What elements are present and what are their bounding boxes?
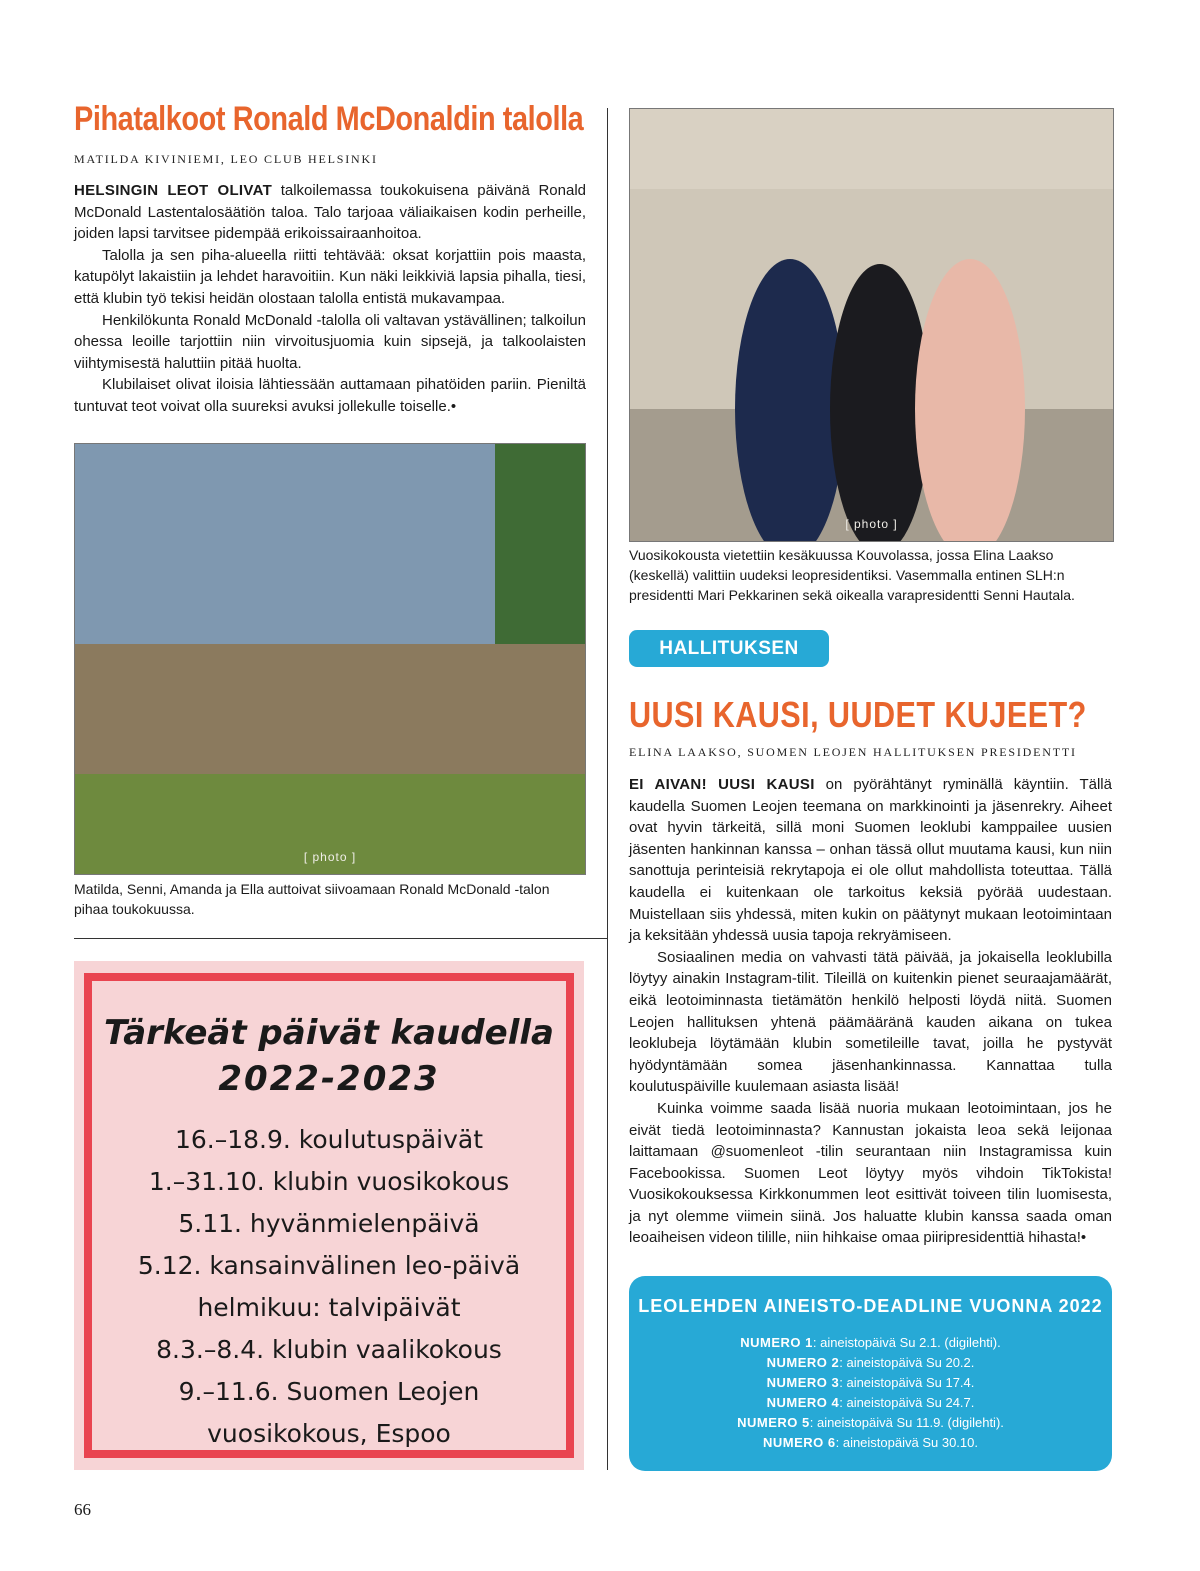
important-dates-box xyxy=(74,961,584,1470)
date-item: 5.12. kansainvälinen leo-päivä xyxy=(137,1251,521,1280)
deadline-title: LEOLEHDEN AINEISTO-DEADLINE VUONNA 2022 xyxy=(638,1296,1103,1316)
article1-paragraph: Henkilökunta Ronald McDonald -talolla oli valtavan ystävällinen; talkoilun ohessa leoille tarjottiin niin virvoitusjuomia kuin sipsejä, ja talkoolaisten viihtymisestä haluttiin pitää huolta. xyxy=(74,311,586,372)
date-item: 16.–18.9. koulutuspäivät xyxy=(174,1125,484,1154)
deadline-box xyxy=(629,1276,1112,1471)
article2-byline: ELINA LAAKSO, SUOMEN LEOJEN HALLITUKSEN PRESIDENTTI xyxy=(629,745,1077,759)
article1-byline: MATILDA KIVINIEMI, LEO CLUB HELSINKI xyxy=(74,152,378,166)
date-item: 9.–11.6. Suomen Leojen xyxy=(178,1377,480,1406)
date-item: 5.11. hyvänmielenpäivä xyxy=(178,1209,480,1238)
date-item: helmikuu: talvipäivät xyxy=(197,1293,461,1322)
annual-meeting-photo xyxy=(629,108,1114,542)
important-dates-frame xyxy=(84,973,574,1458)
deadline-item: NUMERO 3: aineistopäivä Su 17.4. xyxy=(766,1375,975,1390)
article1-body xyxy=(74,180,586,418)
deadline-item: NUMERO 2: aineistopäivä Su 20.2. xyxy=(766,1355,975,1370)
photo-placeholder-label: [ photo ] xyxy=(845,517,898,531)
dates-list xyxy=(92,1119,566,1455)
column-divider xyxy=(607,108,608,1470)
article1-paragraph: Klubilaiset olivat iloisia lähtiessään auttamaan pihatöiden pariin. Pieniltä tuntuvat teot voivat olla suureksi avuksi jollekulle toiselle.• xyxy=(74,376,586,415)
article2-paragraph: Sosiaalinen media on vahvasti tätä päivää, ja jokaisella leoklubilla löytyy ainakin Instagram-tilit. Tileillä on kuitenkin pienet seuraajamäärät, eikä leotoiminnasta tietämätön henkilö helposti löydä niitä. Suomen Leojen hallituksen yhtenä päämääränä kauden aikana on tukea leoklubeja löytämään klubin sometileille tavat, joilla he pystyvät hyödyntämään somea jäsenhankinnassa. Kannattaa tulla koulutuspäiville kuulemaan asiasta lisää! xyxy=(629,948,1112,1096)
article1-paragraph: Talolla ja sen piha-alueella riitti tehtävää: oksat korjattiin pois maasta, katupölyt lakaistiin ja lehdet haravoitiin. Kun näki leikkiviä lapsia pihalla, tiesi, että klubin työ tekisi heidän olostaan talolla entistä mukavampaa. xyxy=(74,246,586,307)
date-item: 1.–31.10. klubin vuosikokous xyxy=(148,1167,510,1196)
article1-title: Pihatalkoot Ronald McDonaldin talolla xyxy=(74,100,584,138)
photo-placeholder-label: [ photo ] xyxy=(303,850,357,864)
dates-season: 2022-2023 xyxy=(218,1059,440,1099)
dates-title: Tärkeät päivät kaudella xyxy=(104,1013,554,1053)
date-item: vuosikokous, Espoo xyxy=(207,1419,451,1448)
deadline-item: NUMERO 5: aineistopäivä Su 11.9. (digilehti). xyxy=(737,1415,1004,1430)
article1-paragraph: HELSINGIN LEOT OLIVAT talkoilemassa toukokuisena päivänä Ronald McDonald Lastentalosäätiön taloa. Talo tarjoaa väliaikaisen kodin perheille, joiden lapsi tarvitsee pidempää erikoissairaanhoitoa. xyxy=(74,182,586,243)
article1-photo-caption: Matilda, Senni, Amanda ja Ella auttoivat siivoamaan Ronald McDonald -talon pihaa toukokuussa. xyxy=(74,881,550,917)
page-number: 66 xyxy=(74,1500,91,1519)
yard-work-photo xyxy=(74,443,586,875)
photo2-caption: Vuosikokousta vietettiin kesäkuussa Kouvolassa, jossa Elina Laakso (keskellä) valittiin uudeksi leopresidentiksi. Vasemmalla entinen SLH:n presidentti Mari Pekkarinen sekä oikealla varapresidentti Senni Hautala. xyxy=(629,547,1075,603)
article2-lead: EI AIVAN! UUSI KAUSI xyxy=(629,776,815,793)
deadline-list xyxy=(629,1333,1112,1453)
section-label-pill: HALLITUKSEN SUUSTA xyxy=(629,630,829,667)
date-item: 8.3.–8.4. klubin vaalikokous xyxy=(156,1335,502,1364)
section-divider xyxy=(74,938,607,939)
deadline-item: NUMERO 6: aineistopäivä Su 30.10. xyxy=(762,1435,978,1450)
article1-lead: HELSINGIN LEOT OLIVAT xyxy=(74,182,273,199)
article2-body xyxy=(629,774,1112,1249)
article2-paragraph: EI AIVAN! UUSI KAUSI on pyörähtänyt ryminällä käyntiin. Tällä kaudella Suomen Leojen teemana on markkinointi ja jäsenrekry. Aiheet ovat hyvin tärkeitä, sillä moni Suomen leoklubi kamppailee uusien jäsenten hankinnan kanssa – onhan tässä ollut muutama kausi, kun niin sanottuja perinteisiä rekrytapoja ei ole ollut mahdollista toteuttaa. Tällä kaudella ei kuitenkaan ole tarkoitus keksiä pyörää uudestaan. Muistellaan siis yhdessä, miten kukin on päätynyt mukaan leotoimintaan ja keksitään yhdessä uusia tapoja rekryämiseen. xyxy=(629,776,1112,945)
article2-paragraph: Kuinka voimme saada lisää nuoria mukaan leotoimintaan, jos he eivät tiedä leotoiminnasta? Kannustan jokaista leoa sekä leijonaa laittamaan @suomenleot -tilin seurantaan niin Instagramissa kuin Facebookissa. Suomen Leot löytyy myös vihdoin TikTokista! Vuosikokouksessa Kirkkonummen leot esittivät toiveen tilin luomisesta, ja nyt olemme viimein siinä. Jos haluatte klubin kanssa saada oman leoaiheisen videon tilille, niin hihkaise omaa piiripresidenttiä hihasta!• xyxy=(629,1099,1112,1247)
deadline-item: NUMERO 4: aineistopäivä Su 24.7. xyxy=(766,1395,975,1410)
deadline-item: NUMERO 1: aineistopäivä Su 2.1. (digilehti). xyxy=(740,1335,1001,1350)
article2-title: UUSI KAUSI, UUDET KUJEET? xyxy=(629,694,1087,735)
